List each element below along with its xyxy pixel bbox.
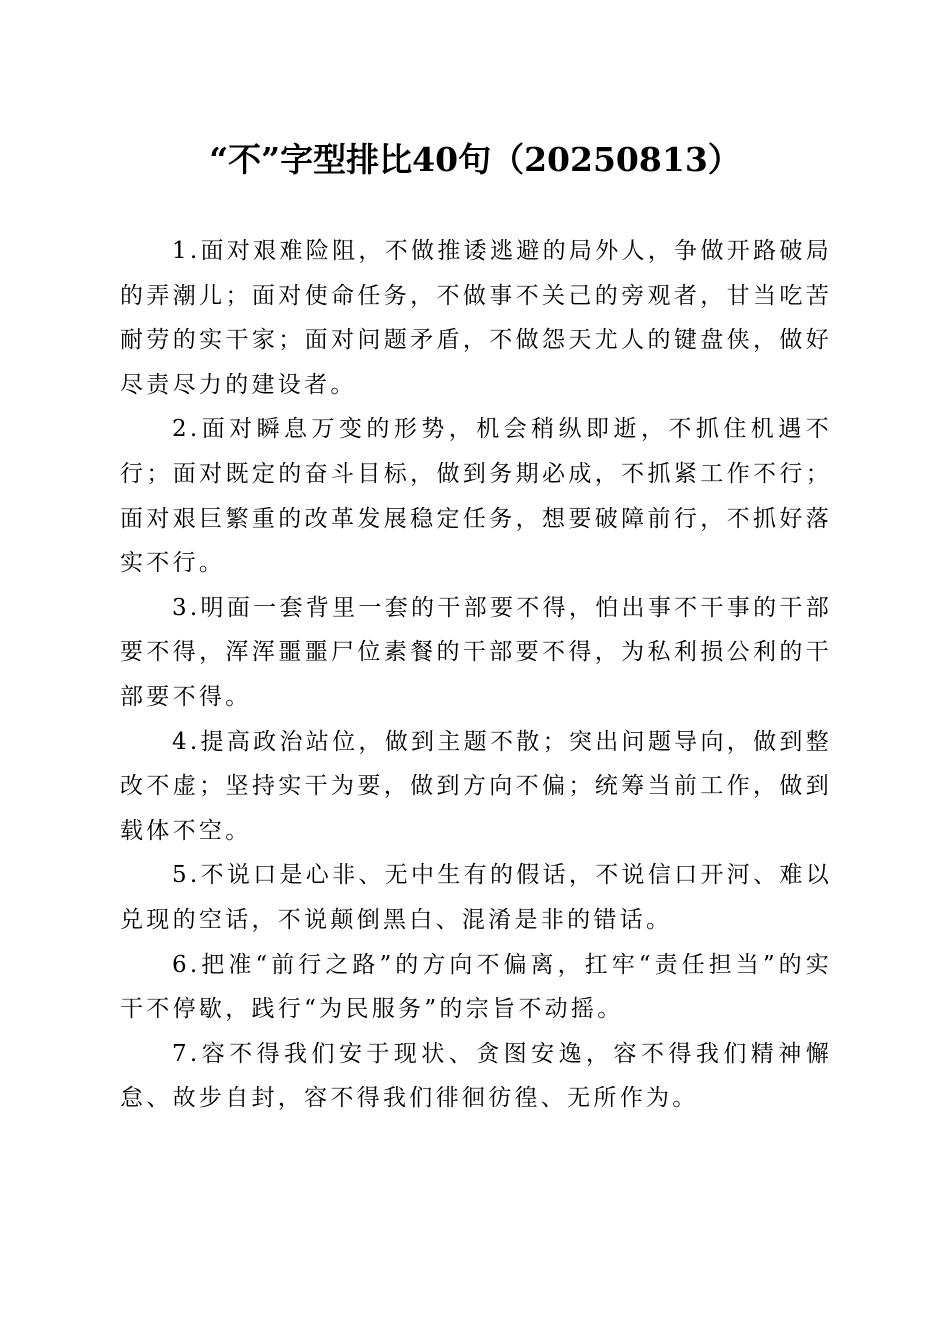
paragraph-1: 1.面对艰难险阻，不做推诿逃避的局外人，争做开路破局的弄潮儿；面对使命任务，不做事不关己的旁观者，甘当吃苦耐劳的实干家；面对问题矛盾，不做怨天尤人的键盘侠，做好尽责尽力的建设者。 <box>120 238 832 398</box>
paragraph-4: 4.提高政治站位，做到主题不散；突出问题导向，做到整改不虚；坚持实干为要，做到方向不偏；统筹当前工作，做到载体不空。 <box>120 728 832 844</box>
paragraph-5: 5.不说口是心非、无中生有的假话，不说信口开河、难以兑现的空话，不说颠倒黑白、混淆是非的错话。 <box>120 862 832 933</box>
paragraph-7: 7.容不得我们安于现状、贪图安逸，容不得我们精神懈怠、故步自封，容不得我们徘徊彷徨、无所作为。 <box>120 1040 832 1112</box>
document-title: “不”字型排比40句（20250813） <box>209 140 741 179</box>
paragraph-3: 3.明面一套背里一套的干部要不得，怕出事不干事的干部要不得，浑浑噩噩尸位素餐的干部要不得，为私利损公利的干部要不得。 <box>120 594 832 710</box>
paragraph-6: 6.把准“前行之路”的方向不偏离，扛牢“责任担当”的实干不停歇，践行“为民服务”的宗旨不动摇。 <box>120 951 832 1023</box>
paragraph-2: 2.面对瞬息万变的形势，机会稍纵即逝，不抓住机遇不行；面对既定的奋斗目标，做到务期必成，不抓紧工作不行；面对艰巨繁重的改革发展稳定任务，想要破障前行，不抓好落实不行。 <box>120 416 832 577</box>
document-body <box>120 229 832 1121</box>
